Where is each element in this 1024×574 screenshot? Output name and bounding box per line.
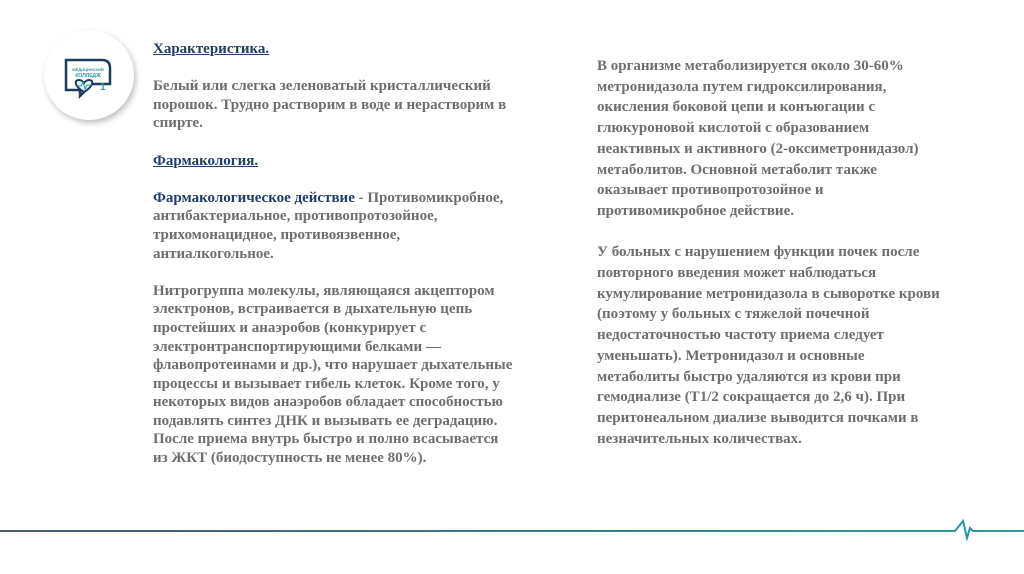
text-line: метронидазола путем гидроксилирования,: [597, 78, 887, 95]
text-line: перитонеальном диализе выводится почками в: [597, 409, 919, 426]
text-line: оказывает противопротозойное и: [597, 182, 824, 199]
text-line: кумулирование метронидазола в сыворотке крови: [597, 285, 940, 302]
text-line: глюкуроновой кислотой с образованием: [597, 120, 870, 137]
text-line: порошок. Трудно растворим в воде и нерастворим в: [153, 96, 507, 113]
text-line: метаболиты быстро удаляются из крови при: [597, 368, 901, 385]
text-line: В организме метаболизируется около 30-60%: [597, 58, 904, 74]
text-line: повторного введения может наблюдаться: [597, 265, 877, 282]
text-line: После приема внутрь быстро и полно всасывается: [153, 431, 499, 448]
logo-line2: КОЛЛЕДЖ: [75, 73, 101, 79]
text-line: недостаточностью частоту приема следует: [597, 327, 884, 344]
left-column: [153, 40, 573, 468]
right-column: [597, 56, 1017, 449]
text-line: У больных с нарушением функции почек после: [597, 244, 920, 261]
text-line: неактивных и активного (2-оксиметронидазол): [597, 140, 919, 157]
logo-number: 1: [100, 82, 106, 93]
description-paragraph: [153, 77, 573, 133]
text-line: спирте.: [153, 115, 203, 132]
action-label: Фармакологическое действие: [153, 189, 355, 206]
text-line: незначительных количествах.: [597, 430, 802, 447]
text-line: антибактериальное, противопротозойное,: [153, 208, 438, 225]
mechanism-paragraph: [153, 282, 573, 468]
text-line: (поэтому у больных с тяжелой почечной: [597, 306, 870, 323]
text-line: гемодиализе (Т1/2 сокращается до 2,6 ч). При: [597, 389, 906, 406]
text-line: электронтранспортирующими белками —: [153, 338, 441, 355]
text-line: из ЖКТ (биодоступность не менее 80%).: [153, 450, 427, 467]
text-line: подавлять синтез ДНК и вызывать ее деградацию.: [153, 412, 498, 429]
text-line: метаболитов. Основной метаболит также: [597, 161, 877, 178]
college-logo: [44, 30, 134, 120]
logo-line1: МЕДИЦИНСКИЙ: [72, 67, 104, 72]
text-line: противомикробное действие.: [597, 202, 794, 219]
text-line: Нитрогруппа молекулы, являющаяся акцептором: [153, 282, 495, 299]
text-line: процессы и вызывает гибель клеток. Кроме того, у: [153, 375, 500, 392]
text-line: антиалкогольное.: [153, 245, 274, 262]
heading-characteristics: Характеристика.: [153, 41, 270, 57]
text-line: флавопротеинами и др.), что нарушает дыхательные: [153, 357, 513, 374]
text-line: окисления боковой цепи и конъюгации с: [597, 99, 876, 116]
text-line: трихомонацидное, противоязвенное,: [153, 226, 401, 243]
heart-pulse-logo-icon: [44, 30, 134, 120]
metabolism-paragraph: [597, 56, 1017, 222]
text-line: - Противомикробное,: [354, 189, 504, 206]
text-line: уменьшать). Метронидазол и основные: [597, 347, 865, 364]
heading-pharmacology: Фармакология.: [153, 152, 259, 169]
pulse-line-divider: [0, 518, 1024, 548]
text-line: некоторых видов анаэробов обладает способностью: [153, 394, 504, 411]
text-line: простейших и анаэробов (конкурирует с: [153, 319, 427, 336]
action-paragraph: [153, 189, 573, 263]
text-line: Белый или слегка зеленоватый кристаллический: [153, 78, 491, 95]
text-line: электронов, встраивается в дыхательную цепь: [153, 301, 473, 318]
renal-paragraph: [597, 242, 1017, 449]
